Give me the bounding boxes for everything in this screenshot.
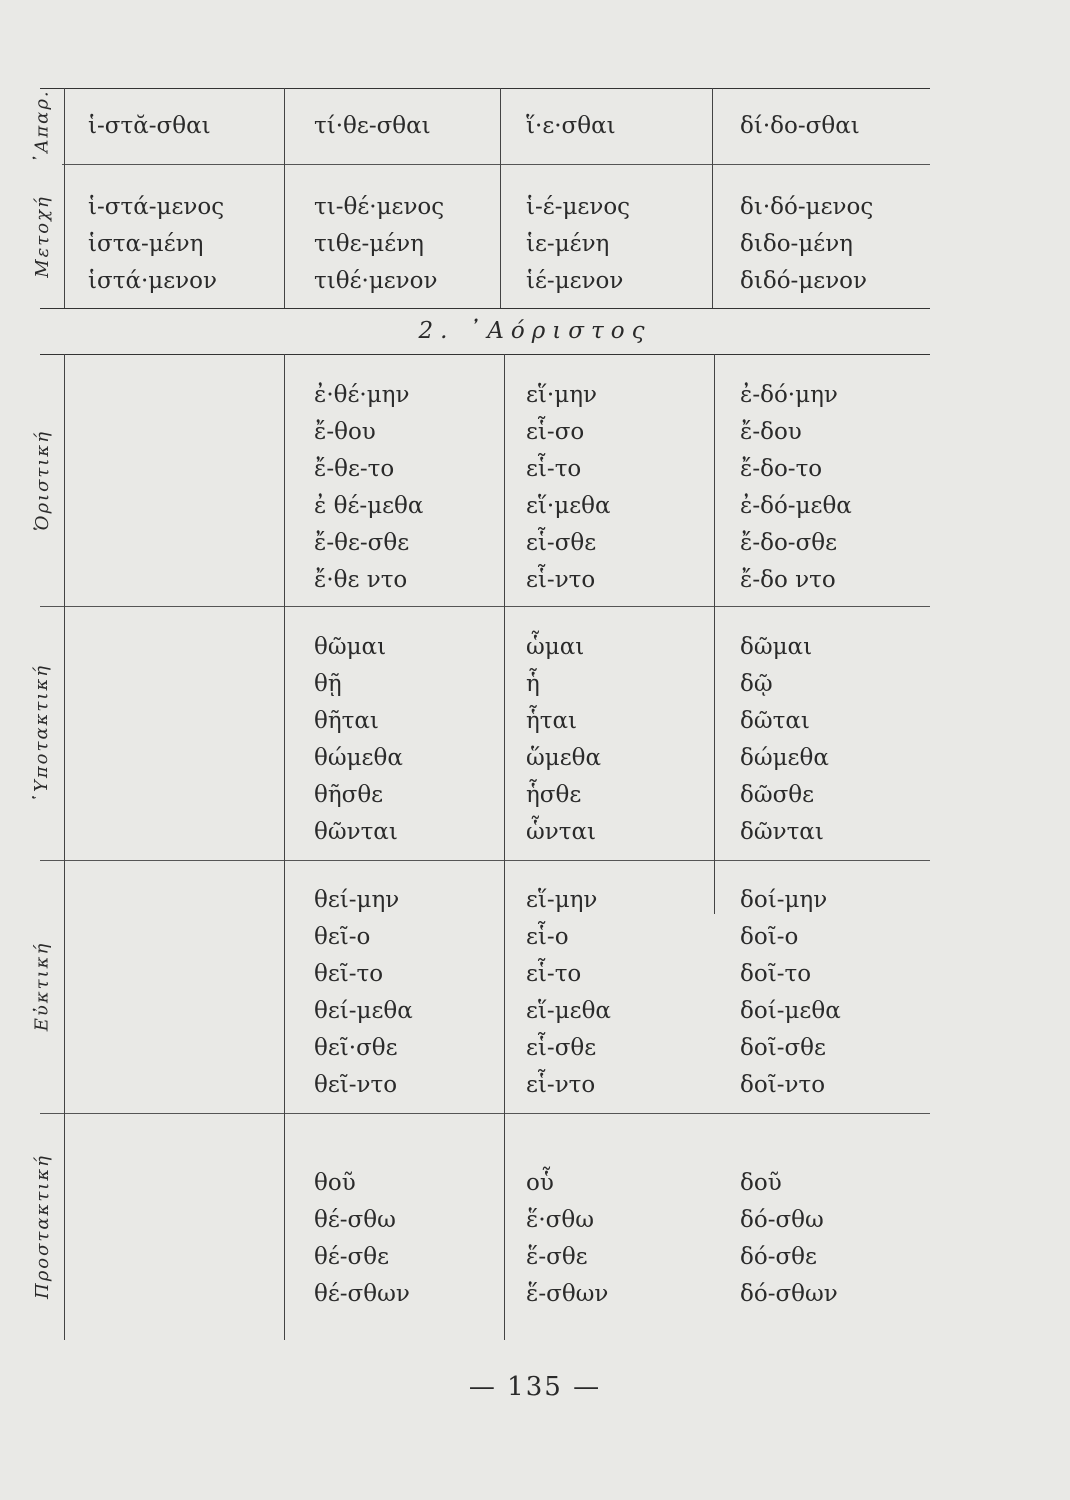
- verb-form: ἕ·σθω: [526, 1207, 594, 1233]
- verb-form: δοῖ-ντο: [740, 1072, 826, 1098]
- column-rule-2-lower: [504, 354, 505, 1340]
- verb-form: θεῖ·σθε: [314, 1035, 398, 1061]
- verb-form: δῶνται: [740, 819, 824, 845]
- verb-form: ἱέ-μενον: [526, 268, 624, 294]
- verb-form: δῷ: [740, 671, 773, 697]
- column-rule-3-lower: [714, 354, 715, 914]
- verb-form: τιθε-μένη: [314, 231, 424, 257]
- verb-form: εἷ-ο: [526, 924, 569, 950]
- infinitive-cell-col-2: [314, 108, 431, 145]
- verb-form: ἱ-έ-μενος: [526, 194, 631, 220]
- verb-form: θοῦ: [314, 1170, 356, 1196]
- verb-form: θῇ: [314, 671, 342, 697]
- verb-form: ἕ-σθων: [526, 1281, 609, 1307]
- verb-form: ἐ θέ-μεθα: [314, 493, 424, 519]
- participle-cell-col-3: [526, 189, 630, 300]
- participle-cell-col-4: [740, 189, 873, 300]
- imperative-label: Προστακτική: [31, 1154, 53, 1299]
- verb-form: ἵ·ε·σθαι: [526, 113, 616, 139]
- column-rule-3-upper: [712, 88, 713, 308]
- verb-form: θεῖ-ντο: [314, 1072, 398, 1098]
- column-rule-1-lower: [284, 354, 285, 1340]
- infinitive-cell-col-4: [740, 108, 860, 145]
- verb-form: ἧσθε: [526, 782, 582, 808]
- verb-form: ἔ-δο-το: [740, 456, 823, 482]
- optative-cell-col-4: [740, 882, 841, 1104]
- verb-form: θῶνται: [314, 819, 398, 845]
- verb-form: ἧ: [526, 671, 540, 697]
- participle-label: Μετοχή: [31, 194, 53, 278]
- indicative-bottom-rule: [40, 606, 930, 607]
- verb-form: εἵ-μην: [526, 887, 598, 913]
- page-number: — 135 —: [468, 1372, 602, 1402]
- participle-cell-col-2: [314, 189, 444, 300]
- verb-form: ὧνται: [526, 819, 597, 845]
- verb-form: δοί-μεθα: [740, 998, 841, 1024]
- verb-form: ἔ-δο-σθε: [740, 530, 838, 556]
- verb-form: ἔ-θε-το: [314, 456, 395, 482]
- verb-form: θῆσθε: [314, 782, 384, 808]
- verb-form: θέ-σθων: [314, 1281, 410, 1307]
- verb-form: θεῖ-το: [314, 961, 384, 987]
- label-column-rule-upper: [64, 88, 65, 308]
- verb-form: δό-σθω: [740, 1207, 824, 1233]
- verb-form: δό-σθων: [740, 1281, 838, 1307]
- infinitive-bottom-rule: [62, 164, 930, 165]
- verb-form: δι·δό-μενος: [740, 194, 874, 220]
- verb-form: τί·θε-σθαι: [314, 113, 431, 139]
- verb-form: εἷ-σθε: [526, 1035, 597, 1061]
- verb-form: ὥμεθα: [526, 745, 601, 771]
- verb-form: ἱ-στᾰ-σθαι: [88, 113, 211, 139]
- verb-form: θεῖ-ο: [314, 924, 371, 950]
- verb-form: οὗ: [526, 1170, 554, 1196]
- verb-form: θέ-σθω: [314, 1207, 396, 1233]
- verb-form: ἧται: [526, 708, 578, 734]
- optative-cell-col-3: [526, 882, 611, 1104]
- verb-form: δοῖ-το: [740, 961, 812, 987]
- verb-form: διδο-μένη: [740, 231, 853, 257]
- indicative-cell-col-4: [740, 377, 852, 599]
- verb-form: δοί-μην: [740, 887, 828, 913]
- infinitive-label: ᾿Απαρ.: [31, 88, 53, 164]
- verb-form: θέ-σθε: [314, 1244, 389, 1270]
- verb-form: ἱστα-μένη: [88, 231, 204, 257]
- verb-form: δοῖ-ο: [740, 924, 799, 950]
- indicative-cell-col-2: [314, 377, 423, 599]
- verb-form: διδό-μενον: [740, 268, 868, 294]
- imperative-cell-col-2: [314, 1165, 410, 1313]
- verb-form: εἷ-το: [526, 456, 582, 482]
- subjunctive-cell-col-4: [740, 629, 829, 851]
- verb-form: ἔ·θε ντο: [314, 567, 408, 593]
- imperative-cell-col-4: [740, 1165, 838, 1313]
- verb-form: θεί-μεθα: [314, 998, 413, 1024]
- verb-form: δώμεθα: [740, 745, 829, 771]
- verb-form: θεί-μην: [314, 887, 400, 913]
- verb-form: ἱε-μένη: [526, 231, 610, 257]
- verb-form: ἕ-σθε: [526, 1244, 588, 1270]
- verb-form: εἷ-το: [526, 961, 582, 987]
- verb-form: θῆται: [314, 708, 379, 734]
- participle-cell-col-1: [88, 189, 224, 300]
- verb-form: ὧμαι: [526, 634, 585, 660]
- aorist-header-rule: [40, 354, 930, 355]
- verb-form: ἐ-δό·μην: [740, 382, 838, 408]
- verb-form: εἷ-ντο: [526, 567, 596, 593]
- verb-form: ἐ·θέ·μην: [314, 382, 410, 408]
- column-rule-1-upper: [284, 88, 285, 308]
- verb-form: δί·δο-σθαι: [740, 113, 860, 139]
- verb-form: δό-σθε: [740, 1244, 817, 1270]
- verb-form: ἱ-στά-μενος: [88, 194, 225, 220]
- verb-form: τι-θέ·μενος: [314, 194, 445, 220]
- verb-form: εἵ·μην: [526, 382, 597, 408]
- subjunctive-cell-col-3: [526, 629, 601, 851]
- subjunctive-cell-col-2: [314, 629, 403, 851]
- verb-form: δῶσθε: [740, 782, 815, 808]
- optative-bottom-rule: [40, 1113, 930, 1114]
- optative-cell-col-2: [314, 882, 413, 1104]
- verb-form: ἱστά·μενον: [88, 268, 217, 294]
- verb-form: ἔ-θε-σθε: [314, 530, 410, 556]
- verb-form: δῶται: [740, 708, 810, 734]
- verb-form: δοῖ-σθε: [740, 1035, 826, 1061]
- verb-form: εἵ·μεθα: [526, 493, 611, 519]
- participle-bottom-rule: [40, 308, 930, 309]
- label-column-rule-lower: [64, 354, 65, 1340]
- verb-form: θώμεθα: [314, 745, 403, 771]
- subjunctive-label: ῾Υποτακτική: [31, 663, 53, 803]
- verb-form: ἐ-δό-μεθα: [740, 493, 852, 519]
- indicative-cell-col-3: [526, 377, 611, 599]
- imperative-cell-col-3: [526, 1165, 608, 1313]
- verb-form: ἔ-δο ντο: [740, 567, 836, 593]
- verb-form: ἔ-δου: [740, 419, 802, 445]
- subjunctive-bottom-rule: [40, 860, 930, 861]
- verb-form: δοῦ: [740, 1170, 782, 1196]
- aorist-section-title: 2. ᾿Αόριστος: [418, 318, 652, 344]
- verb-form: θῶμαι: [314, 634, 387, 660]
- infinitive-cell-col-1: [88, 108, 211, 145]
- indicative-label: Ὁριστική: [31, 429, 53, 531]
- table-top-rule: [40, 88, 930, 89]
- verb-form: εἷ-σθε: [526, 530, 597, 556]
- verb-form: ἔ-θου: [314, 419, 376, 445]
- optative-label: Εὐκτική: [31, 941, 53, 1032]
- verb-form: εἵ-μεθα: [526, 998, 611, 1024]
- verb-form: δῶμαι: [740, 634, 813, 660]
- infinitive-cell-col-3: [526, 108, 616, 145]
- verb-form: τιθέ·μενον: [314, 268, 438, 294]
- verb-form: εἷ-ντο: [526, 1072, 596, 1098]
- column-rule-2-upper: [500, 88, 501, 308]
- verb-form: εἷ-σο: [526, 419, 585, 445]
